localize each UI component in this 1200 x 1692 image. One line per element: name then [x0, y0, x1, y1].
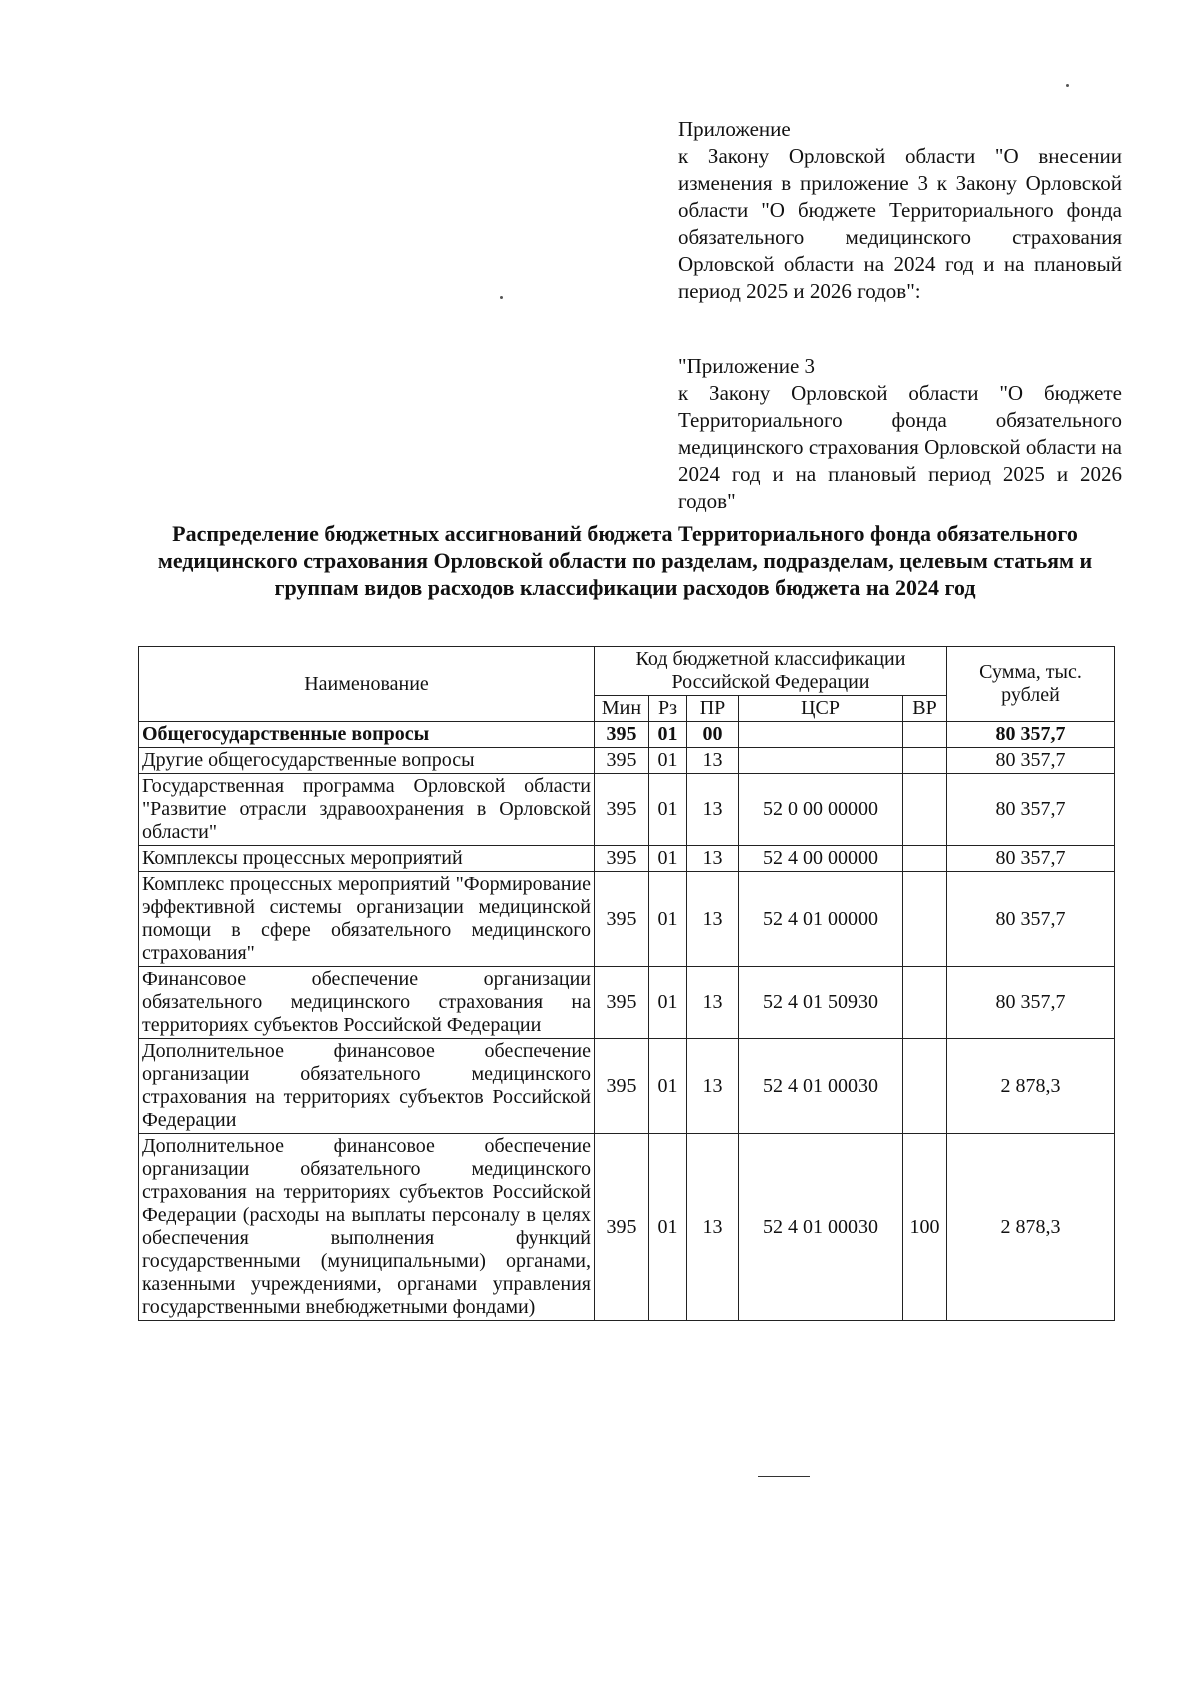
row-csr: 52 0 00 00000: [739, 774, 903, 846]
row-min: 395: [595, 774, 649, 846]
row-name: Общегосударственные вопросы: [139, 722, 595, 748]
row-rz: 01: [649, 967, 687, 1039]
row-vr: [903, 846, 947, 872]
row-pr: 13: [687, 967, 739, 1039]
row-pr: 13: [687, 748, 739, 774]
appendix-header: [678, 116, 1122, 305]
scan-speck: [500, 296, 503, 299]
row-pr: 13: [687, 872, 739, 967]
header-csr: ЦСР: [739, 696, 903, 722]
header-vr: ВР: [903, 696, 947, 722]
row-csr: 52 4 01 00030: [739, 1039, 903, 1134]
row-sum: 80 357,7: [947, 846, 1115, 872]
row-pr: 13: [687, 774, 739, 846]
row-sum: 2 878,3: [947, 1039, 1115, 1134]
closing-dash: [758, 1476, 810, 1477]
header-rz: Рз: [649, 696, 687, 722]
row-rz: 01: [649, 1039, 687, 1134]
row-csr: 52 4 01 00030: [739, 1134, 903, 1321]
row-name: Другие общегосударственные вопросы: [139, 748, 595, 774]
header-code-group: Код бюджетной классификации Российской Федерации: [595, 647, 947, 696]
row-name: Финансовое обеспечение организации обязательного медицинского страхования на территориях субъектов Российской Федерации: [139, 967, 595, 1039]
row-csr: 52 4 00 00000: [739, 846, 903, 872]
row-sum: 80 357,7: [947, 722, 1115, 748]
row-name: Дополнительное финансовое обеспечение организации обязательного медицинского страхования на территориях субъектов Российской Федерации (расходы на выплаты персоналу в целях обеспечения выполнения функций государственными (муниципальными) органами, казенными учреждениями, органами управления государственными внебюджетными фондами): [139, 1134, 595, 1321]
appendix-title: Приложение: [678, 117, 791, 141]
table-row: [139, 1039, 1115, 1134]
row-sum: 80 357,7: [947, 872, 1115, 967]
header-min: Мин: [595, 696, 649, 722]
row-name: Комплекс процессных мероприятий "Формирование эффективной системы организации медицинской помощи в сфере обязательного медицинского страхования": [139, 872, 595, 967]
row-sum: 80 357,7: [947, 774, 1115, 846]
row-min: 395: [595, 722, 649, 748]
header-name: Наименование: [139, 647, 595, 722]
row-rz: 01: [649, 872, 687, 967]
row-vr: [903, 722, 947, 748]
table-row: [139, 1134, 1115, 1321]
row-vr: [903, 774, 947, 846]
budget-table: [138, 646, 1115, 1321]
document-title: Распределение бюджетных ассигнований бюджета Территориального фонда обязательного медицинского страхования Орловской области по разделам, подразделам, целевым статьям и группам видов расходов классификации расходов бюджета на 2024 год: [157, 521, 1093, 600]
row-vr: [903, 967, 947, 1039]
row-name: Дополнительное финансовое обеспечение организации обязательного медицинского страхования на территориях субъектов Российской Федерации: [139, 1039, 595, 1134]
appendix-quoted-text: к Закону Орловской области "О бюджете Территориального фонда обязательного медицинского страхования Орловской области на 2024 год и на плановый период 2025 и 2026 годов": [678, 381, 1122, 513]
row-rz: 01: [649, 1134, 687, 1321]
row-csr: [739, 722, 903, 748]
row-pr: 13: [687, 846, 739, 872]
row-min: 395: [595, 967, 649, 1039]
row-vr: [903, 748, 947, 774]
row-min: 395: [595, 1039, 649, 1134]
table-row: [139, 872, 1115, 967]
row-name: Государственная программа Орловской области "Развитие отрасли здравоохранения в Орловской области": [139, 774, 595, 846]
row-name: Комплексы процессных мероприятий: [139, 846, 595, 872]
table-row: [139, 748, 1115, 774]
row-vr: 100: [903, 1134, 947, 1321]
row-rz: 01: [649, 722, 687, 748]
row-min: 395: [595, 872, 649, 967]
row-rz: 01: [649, 774, 687, 846]
row-csr: 52 4 01 50930: [739, 967, 903, 1039]
row-pr: 13: [687, 1039, 739, 1134]
row-sum: 80 357,7: [947, 967, 1115, 1039]
table-row: [139, 774, 1115, 846]
table-row: [139, 967, 1115, 1039]
appendix-quoted-title: "Приложение 3: [678, 354, 816, 378]
appendix-quoted: [678, 353, 1122, 515]
table-row: [139, 722, 1115, 748]
row-min: 395: [595, 748, 649, 774]
row-pr: 00: [687, 722, 739, 748]
table-row: [139, 846, 1115, 872]
scan-speck: [1066, 84, 1069, 87]
row-pr: 13: [687, 1134, 739, 1321]
row-csr: 52 4 01 00000: [739, 872, 903, 967]
row-min: 395: [595, 846, 649, 872]
header-pr: ПР: [687, 696, 739, 722]
row-csr: [739, 748, 903, 774]
row-sum: 2 878,3: [947, 1134, 1115, 1321]
header-sum: Сумма, тыс. рублей: [947, 647, 1115, 722]
appendix-text: к Закону Орловской области "О внесении изменения в приложение 3 к Закону Орловской области "О бюджете Территориального фонда обязательного медицинского страхования Орловской области на 2024 год и на плановый период 2025 и 2026 годов":: [678, 144, 1122, 303]
row-min: 395: [595, 1134, 649, 1321]
row-rz: 01: [649, 748, 687, 774]
row-vr: [903, 872, 947, 967]
row-rz: 01: [649, 846, 687, 872]
row-sum: 80 357,7: [947, 748, 1115, 774]
row-vr: [903, 1039, 947, 1134]
